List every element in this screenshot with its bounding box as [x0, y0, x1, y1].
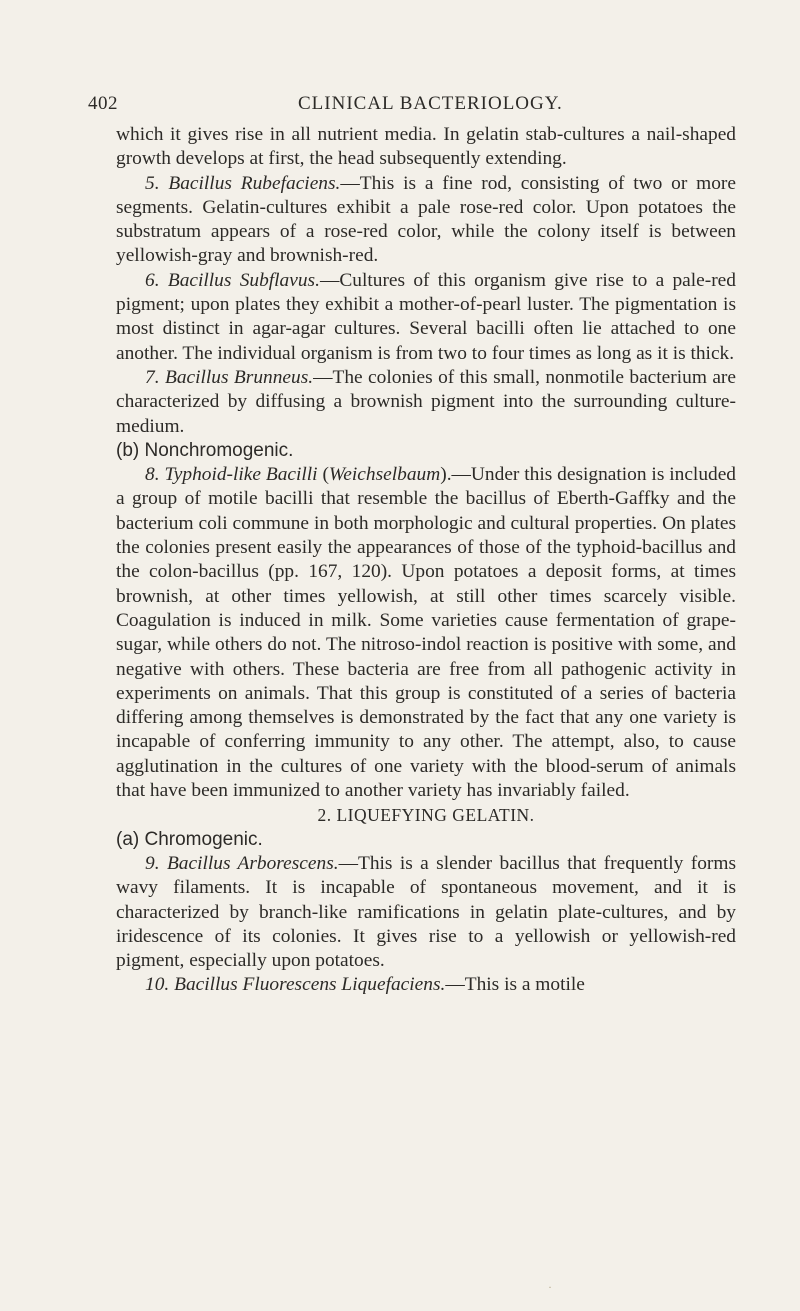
entry-text: —Cultures of this organism give rise to a pale-red pigment; upon plates they exhibit a mother-of-pearl luster. The pigmentation is most distinct in agar-agar cultures. Several bacilli often lie attached to one another. The individual organism is from two to four times as long as it is thick.: [116, 269, 736, 364]
paren-close: ): [440, 464, 447, 486]
page-number: 402: [88, 93, 118, 114]
entry-number: 8.: [145, 464, 160, 486]
entry-text: —This is a fine rod, consisting of two or more segments. Gelatin-cultures exhibit a pale rose-red color. Upon potatoes the substratum appears of a rose-red color, while the colony itself is between yellowish-gray and brownish-red.: [116, 172, 736, 267]
species-name: Bacillus Arborescens.: [166, 852, 339, 874]
paragraph-bacillus-brunneus: [116, 366, 736, 439]
species-name: Bacillus Fluorescens Liquefaciens.: [174, 974, 446, 996]
entry-text: .—Under this designation is included a group of motile bacilli that resemble the bacillus of Eberth-Gaffky and the bacterium coli commune in both morphologic and cultural properties. On plates the colonies present easily the appearances of those of the typhoid-bacillus and the colon-bacillus (pp. 167, 120). Upon potatoes a deposit forms, at times brownish, at other times yellowish, at still other times scarcely visible. Coagulation is induced in milk. Some varieties cause fermentation of grape-sugar, while others do not. The nitroso-indol reaction is positive with some, and negative with others. These bacteria are free from all pathogenic activity in experiments on animals. That this group is constituted of a series of bacteria differing among themselves is demonstrated by the fact that any one variety is incapable of conferring immunity to any other. The attempt, also, to cause agglutination in the cultures of one variety with the blood-serum of animals that have been immunized to another variety has invariably failed.: [116, 464, 737, 802]
section-title-liquefying-gelatin: 2. LIQUEFYING GELATIN.: [317, 805, 535, 826]
entry-number: 10.: [145, 974, 170, 996]
species-name: Typhoid-like Bacilli: [164, 464, 318, 486]
species-name: Bacillus Rubefaciens.: [168, 172, 341, 194]
print-speck: ·: [548, 1280, 552, 1294]
entry-number: 5.: [145, 172, 160, 194]
paragraph-bacillus-fluorescens-liquefaciens: [116, 973, 736, 997]
paragraph-typhoid-like-bacilli: [116, 463, 736, 803]
species-name: Bacillus Brunneus.: [164, 366, 314, 388]
paragraph-continued: which it gives rise in all nutrient media. In gelatin stab-cultures a nail-shaped growth develops at first, the head subsequently extending.: [116, 124, 736, 170]
page-body: [116, 123, 736, 998]
subheading-nonchromogenic: (b) Nonchromogenic.: [116, 439, 294, 461]
paren-open: (: [317, 464, 329, 486]
entry-text: —This is a slender bacillus that frequently forms wavy filaments. It is incapable of spontaneous movement, and it is characterized by branch-like ramifications in gelatin plate-cultures, and by iridescence of its colonies. It gives rise to a yellowish or yellowish-red pigment, especially upon potatoes.: [116, 852, 736, 972]
entry-text: —The colonies of this small, nonmotile bacterium are characterized by diffusing a brownish pigment into the surrounding culture-medium.: [116, 366, 736, 437]
paragraph-bacillus-arborescens: [116, 852, 736, 973]
species-name: Bacillus Subflavus.: [167, 269, 320, 291]
author-name: Weichselbaum: [328, 464, 441, 486]
entry-number: 9.: [145, 852, 160, 874]
entry-number: 6.: [145, 269, 160, 291]
paragraph-bacillus-rubefaciens: [116, 172, 736, 269]
paragraph-bacillus-subflavus: [116, 269, 736, 366]
running-title: CLINICAL BACTERIOLOGY.: [298, 93, 563, 114]
entry-number: 7.: [145, 366, 160, 388]
subheading-chromogenic: (a) Chromogenic.: [116, 828, 263, 850]
entry-text: —This is a motile: [445, 974, 585, 996]
